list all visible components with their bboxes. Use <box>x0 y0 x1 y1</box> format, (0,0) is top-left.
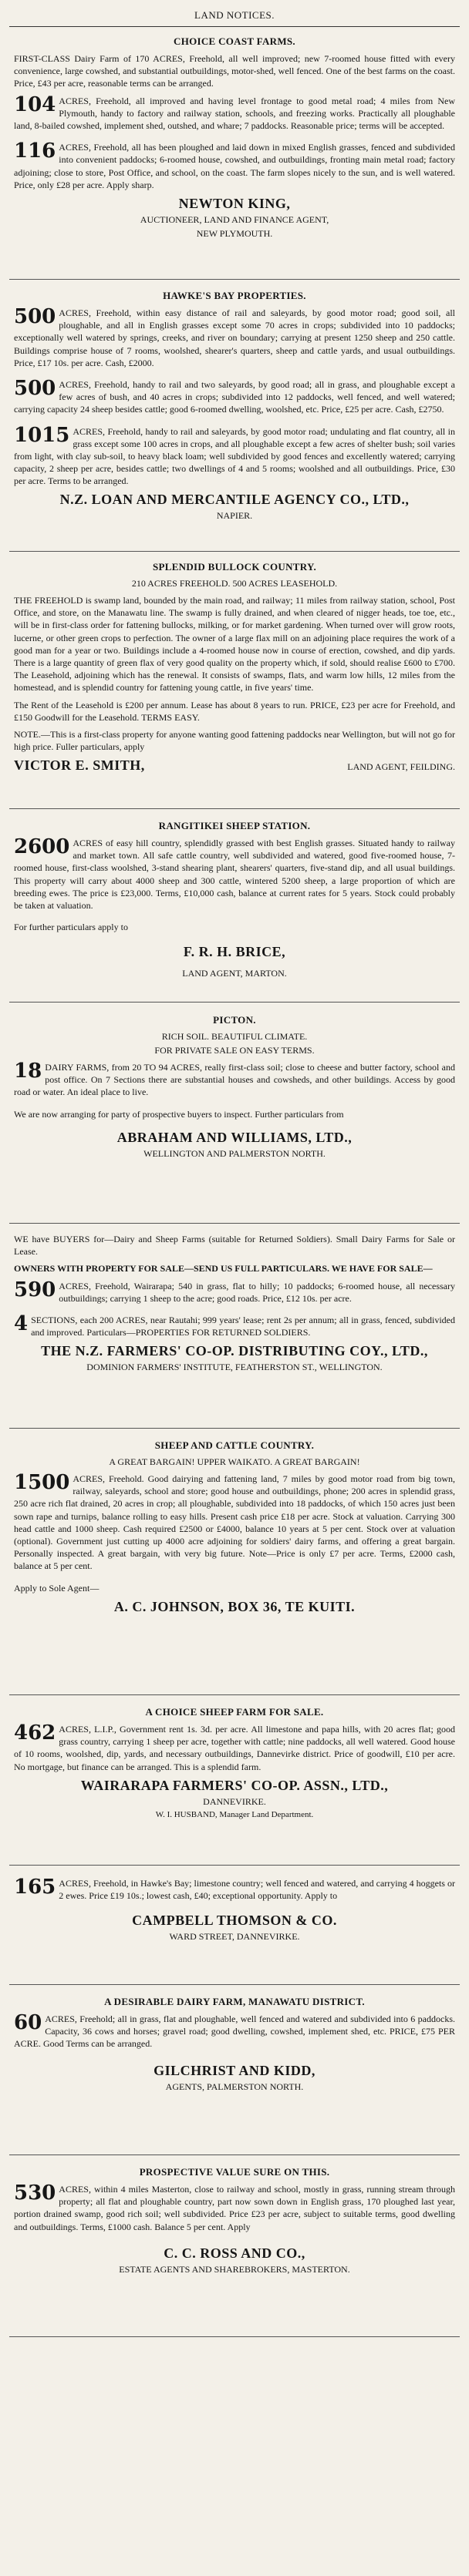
agent-name: F. R. H. BRICE, <box>183 944 286 960</box>
agent-name: A. C. JOHNSON, BOX 36, TE KUITI. <box>113 1598 356 1614</box>
paragraph-text: ACRES of easy hill country, splendidly grassed with best English grasses. Situated handy to railway and market town. All safe cattle country, well subdivided and watered, good five-roomed house, 7-roomed house, first-class woolshed, 3-stand shearing plant, shearers' quarters, five-stand dip, and all usual buildings. This property will carry about 4000 sheep and 300 cattle, wintered 5200 sheep, a large proportion of which are breeding ewes. The price is £23,000. Terms, £10,000 cash, balance at current rates for 5 years. Stock could probably be taken at valuation. <box>14 838 455 911</box>
advert-title: CHOICE COAST FARMS. <box>174 35 295 47</box>
agent-line: AUCTIONEER, LAND AND FINANCE AGENT, <box>140 213 329 225</box>
advert-paragraph <box>14 1877 455 1902</box>
advert-paragraph <box>14 1280 455 1305</box>
advert-paragraph <box>14 378 455 416</box>
lead-figure: 500 <box>14 305 56 328</box>
advert-campbell-thomson <box>9 1869 460 1985</box>
agent-line: LAND AGENT, FEILDING. <box>347 761 455 773</box>
advert-paragraph <box>14 2183 455 2233</box>
agent-line: LAND AGENT, MARTON. <box>182 968 287 979</box>
advert-paragraph: We are now arranging for party of prospective buyers to inspect. Further particulars from <box>14 1108 344 1120</box>
advert-paragraph <box>14 1061 455 1099</box>
advert-subheading: A GREAT BARGAIN! UPPER WAIKATO. A GREAT BARGAIN! <box>109 1456 360 1467</box>
paragraph-text: ACRES, Freehold, in Hawke's Bay; limestone country; well fenced and watered, and carrying 4 hoggets or 2 ewes. Price £19 10s.; lowest cash, £40; exceptional opportunity. Apply to <box>59 1878 455 1902</box>
lead-figure: 4 <box>14 1312 29 1335</box>
advert-paragraph <box>14 141 455 191</box>
advert-paragraph <box>14 52 455 90</box>
lead-figure: 1015 <box>14 423 70 447</box>
advert-paragraph: NOTE.—This is a first-class property for anyone wanting good fattening paddocks near Wellington, but will not go for high price. Fuller particulars, apply <box>14 728 455 753</box>
lead-figure: 18 <box>14 1060 42 1083</box>
agent-name: ABRAHAM AND WILLIAMS, LTD., <box>116 1129 353 1145</box>
paragraph-text: ACRES, L.I.P., Government rent 1s. 3d. per acre. All limestone and papa hills, with 20 acres flat; good grass country, carrying 1 sheep per acre, together with cattle; nine paddocks, all well watered. Good house of 10 rooms, woolshed, dip, yards, and necessary outbuildings, Dannevirke district. Price of goodwill, £10 per acre. No mortgage, but finance can be arranged. This is a splendid farm. <box>14 1724 455 1772</box>
advert-paragraph <box>14 2013 455 2050</box>
paragraph-text: ACRES, Freehold, within easy distance of rail and saleyards, by good motor road; good soil, all ploughable, and all in English grasses except some 70 acres in crops; subdivided into 10 paddocks; exceptionally well watered by springs, creeks, and river on boundary; carrying at present 1250 sheep and 250 cattle. Buildings comprise house of 7 rooms, woolshed, shearer's quarters, sheep and cattle yards, and usual outbuildings. Price, £17 10s. per acre. Cash, £2000. <box>14 307 455 368</box>
advert-splendid-bullock-country <box>9 555 460 809</box>
advert-paragraph: THE FREEHOLD is swamp land, bounded by the main road, and railway; 11 miles from railway station, school, Post Office, and store, on the Manawatu line. The swamp is fully drained, and when cleared of nigger heads, toe toe, etc., will be in first-class order for fattening bullocks, milking, or for market gardening. When turned over will grow roots, lucerne, or other green crops to perfection. The owner of a large flax mill on an adjoining place requires the work of a good man for a year or two. Buildings include a 4-roomed house now in course of erection, cowshed, and dip yards. There is a large quantity of green flax of very good quality on the property which, if sold, should realise £600 to £700. The Leasehold, adjoining which has the renewal. It consists of swamps, flats, and warm low hills, 12 miles from the homestead, and is splendid country for fattening young cattle, in five years' time. <box>14 595 455 694</box>
agent-line: NAPIER. <box>216 510 253 522</box>
lead-figure: 104 <box>14 92 56 116</box>
advert-paragraph: OWNERS WITH PROPERTY FOR SALE—SEND US FULL PARTICULARS. WE HAVE FOR SALE— <box>14 1263 433 1275</box>
agent-line: NEW PLYMOUTH. <box>196 227 273 239</box>
paragraph-text: ACRES, Freehold, Wairarapa; 540 in grass, flat to hilly; 10 paddocks; 6-roomed house, all necessary outbuildings; carrying 1 sheep to the acre; good roads. Price, £12 10s. per acre. <box>59 1280 455 1304</box>
paragraph-text: ACRES, Freehold, all improved and having level frontage to good metal road; 4 miles from New Plymouth, handy to factory and railway station, schools, and freezing works. Practically all ploughable land, 8-bailed cowshed, implement shed, outshed, and whare; 7 paddocks. Reasonable price; terms will be accepted. <box>14 95 455 131</box>
agent-name: VICTOR E. SMITH, <box>14 757 145 774</box>
advert-title: A CHOICE SHEEP FARM FOR SALE. <box>145 1706 324 1718</box>
advert-manawatu-dairy-farm <box>9 1990 460 2155</box>
advert-paragraph: The Rent of the Leasehold is £200 per annum. Lease has about 8 years to run. PRICE, £23 per acre for Freehold, and £150 Goodwill for the Leasehold. TERMS EASY. <box>14 699 455 723</box>
agent-name: C. C. ROSS AND CO., <box>164 2245 305 2261</box>
advert-sheep-and-cattle-country <box>9 1433 460 1695</box>
lead-figure: 2600 <box>14 835 70 858</box>
advert-title: SHEEP AND CATTLE COUNTRY. <box>154 1439 315 1451</box>
advert-picton <box>9 1008 460 1224</box>
lead-figure: 500 <box>14 376 56 400</box>
paragraph-text: ACRES, Freehold. Good dairying and fattening land, 7 miles by good motor road from big town, railway, saleyards, school and store; good house and outbuildings, phone; 200 acres in splendid grass, 250 acre rich flat drained, 20 acres in crop; all ploughable, subdivided into 18 paddocks, of which 150 acres just been sown rape and turnips, balance rolling to easy hills. Present cash price £18 per acre. Stock at valuation. Carrying 300 head cattle and 1000 sheep. Cash required £2500 or £4000, balance 10 years at 5 per cent. Stock over at valuation (optional). Government just cutting up 4000 acre adjoining for soldiers' dairy farms, and offering a great bargain. Personally inspected. A great bargain, with very big future. Note—Price is only £7 per acre. Terms, £2000 cash, balance at 5 per cent. <box>14 1473 455 1572</box>
lead-figure: 462 <box>14 1721 56 1745</box>
advert-title: PROSPECTIVE VALUE SURE ON THIS. <box>139 2166 330 2178</box>
advert-paragraph <box>14 837 455 912</box>
advert-title: RANGITIKEI SHEEP STATION. <box>158 820 311 831</box>
agent-signature <box>14 757 455 774</box>
advert-subheading: FOR PRIVATE SALE ON EASY TERMS. <box>154 1045 315 1056</box>
lead-figure: 116 <box>14 139 56 163</box>
column-header: LAND NOTICES. <box>9 6 460 27</box>
paragraph-text: SECTIONS, each 200 ACRES, near Rautahi; 999 years' lease; rent 2s per annum; all in grass, fenced, subdivided and improved. Particulars—PROPERTIES FOR RETURNED SOLDIERS. <box>31 1314 455 1338</box>
advert-paragraph <box>14 425 455 488</box>
agent-name: N.Z. LOAN AND MERCANTILE AGENCY CO., LTD., <box>59 492 410 508</box>
paragraph-text: ACRES, Freehold; all in grass, flat and ploughable, well fenced and watered and subdivided into 6 paddocks. Capacity, 36 cows and horses; gravel road; good dwelling, cowshed, implement shed, etc. PRICE, £75 PER ACRE. Good Terms can be arranged. <box>14 2013 455 2050</box>
lead-figure: 590 <box>14 1278 56 1301</box>
advert-paragraph <box>14 307 455 369</box>
advert-subheading: 210 ACRES FREEHOLD. 500 ACRES LEASEHOLD. <box>131 578 338 589</box>
advert-subheading: RICH SOIL. BEAUTIFUL CLIMATE. <box>161 1031 308 1042</box>
advert-prospective-value <box>9 2160 460 2337</box>
lead-figure: 1500 <box>14 1471 70 1494</box>
paragraph-text: ACRES, within 4 miles Masterton, close to railway and school, mostly in grass, running stream through property; all flat and ploughable country, part now sown down in English grass, 170 ploughed last year, portion drained swamp, good rich soil; well subdivided. Price £23 per acre, subject to suitable terms, good dwelling and outbuildings. Terms, £1000 cash. Balance 5 per cent. Apply <box>14 2184 455 2232</box>
paragraph-text: ACRES, Freehold, handy to rail and saleyards, by good motor road; undulating and flat country, all in grass except some 100 acres in crops, and all ploughable except a few acres of shelter bush; soil varies from light, with clay sub-soil, to heavy black loam; well subdivided by good fences and excellently watered; carrying capacity, 2 sheep per acre, besides cattle; two dwellings of 4 and 5 rooms; woolshed and all outbuildings. Price, £30 per acre. Terms to be arranged. <box>14 425 455 487</box>
advert-hawkes-bay-properties <box>9 284 460 552</box>
paragraph-text: ACRES, Freehold, handy to rail and two saleyards, by good road; all in grass, and ploughable except a few acres of bush, and 40 acres in crops; subdivided into 12 paddocks, well fenced, and well watered; carrying capacity 24 sheep besides cattle; good 6-roomed dwelling, woolshed, etc. Price, £25 per acre. Cash, £2750. <box>14 378 455 415</box>
advert-title: A DESIRABLE DAIRY FARM, MANAWATU DISTRICT. <box>104 1996 365 2007</box>
paragraph-text: FIRST-CLASS Dairy Farm of 170 ACRES, Freehold, all well improved; new 7-roomed house fitted with every convenience, large cowshed, and substantial outbuildings, motor-shed, well fenced. One of the best farms on the coast. Price, £43 per acre, reasonable terms can be arranged. <box>14 53 455 89</box>
agent-line: AGENTS, PALMERSTON NORTH. <box>165 2081 304 2092</box>
agent-line: WARD STREET, DANNEVIRKE. <box>169 1931 300 1943</box>
advert-paragraph <box>14 1314 455 1338</box>
advert-paragraph: Apply to Sole Agent— <box>14 1582 100 1594</box>
advert-rangitikei-sheep-station <box>9 814 460 1003</box>
advert-choice-coast-farms <box>9 29 460 280</box>
lead-figure: 165 <box>14 1876 56 1899</box>
agent-name: CAMPBELL THOMSON & CO. <box>132 1913 337 1929</box>
agent-name: GILCHRIST AND KIDD, <box>154 2062 315 2078</box>
advert-paragraph <box>14 92 455 133</box>
agent-name: THE N.Z. FARMERS' CO-OP. DISTRIBUTING COY., LTD., <box>41 1343 428 1359</box>
advert-title: SPLENDID BULLOCK COUNTRY. <box>152 561 317 573</box>
advert-paragraph <box>14 1473 455 1573</box>
agent-line: ESTATE AGENTS AND SHAREBROKERS, MASTERTON. <box>119 2263 350 2275</box>
land-notices-page <box>9 6 460 2561</box>
agent-line: W. I. HUSBAND, Manager Land Department. <box>155 1809 314 1819</box>
advert-title: PICTON. <box>213 1014 256 1026</box>
advert-nz-farmers-coop <box>9 1228 460 1429</box>
advert-title: HAWKE'S BAY PROPERTIES. <box>163 290 306 301</box>
agent-line: DANNEVIRKE. <box>203 1795 266 1807</box>
paragraph-text: DAIRY FARMS, from 20 TO 94 ACRES, really first-class soil; close to cheese and butter factory, school and post office. On 7 Sections there are substantial houses and cowsheds, and other buildings. Access by good road or water. An ideal place to live. <box>14 1062 455 1098</box>
agent-line: DOMINION FARMERS' INSTITUTE, FEATHERSTON ST., WELLINGTON. <box>86 1362 383 1373</box>
advert-paragraph <box>14 1723 455 1773</box>
agent-name: WAIRARAPA FARMERS' CO-OP. ASSN., LTD., <box>80 1777 389 1793</box>
paragraph-text: ACRES, Freehold, all has been ploughed and laid down in mixed English grasses, fenced and subdivided into convenient paddocks; 6-roomed house, cowshed, and outbuildings, fronting main metal road; factory adjoining; close to store, Post Office, and school, on the coast. The farm slopes nicely to the sun, and is well watered. Price, only £28 per acre. Apply sharp. <box>14 142 455 190</box>
lead-figure: 530 <box>14 2181 56 2205</box>
agent-line: WELLINGTON AND PALMERSTON NORTH. <box>143 1147 326 1159</box>
advert-paragraph: WE have BUYERS for—Dairy and Sheep Farms (suitable for Returned Soldiers). Small Dairy Farms for Sale or Lease. <box>14 1234 455 1258</box>
agent-name: NEWTON KING, <box>178 195 291 211</box>
lead-figure: 60 <box>14 2011 42 2034</box>
advert-paragraph: For further particulars apply to <box>14 922 128 933</box>
advert-choice-sheep-farm <box>9 1700 460 1866</box>
